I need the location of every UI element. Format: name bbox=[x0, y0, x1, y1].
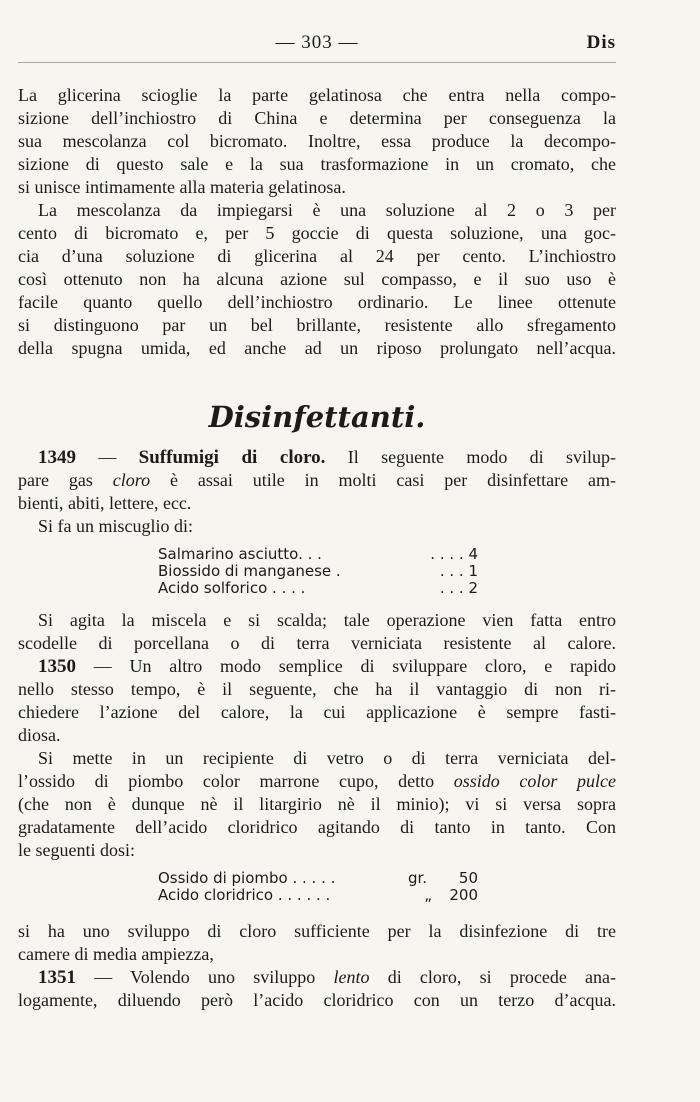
recipe-dots: . . . . bbox=[430, 545, 464, 563]
text-line: Si mette in un recipiente di vetro o di terra verniciata del- bbox=[38, 748, 616, 768]
text-line: logamente, diluendo però l’acido cloridrico con un terzo d’acqua. bbox=[18, 990, 616, 1010]
paragraph-agita bbox=[18, 609, 616, 655]
recipe-unit: „ bbox=[424, 886, 432, 904]
recipe-row bbox=[158, 870, 478, 887]
running-head: Dis bbox=[586, 32, 616, 53]
recipe-row bbox=[158, 887, 478, 904]
section-title: Disinfettanti. bbox=[208, 400, 426, 434]
entry-1349 bbox=[18, 446, 616, 538]
text-line bbox=[18, 446, 616, 469]
text-line bbox=[18, 966, 616, 989]
italic-term: cloro bbox=[112, 470, 151, 490]
text-line: La glicerina scioglie la parte gelatinosa che entra nella compo- bbox=[18, 85, 616, 105]
entry-dash: — bbox=[98, 447, 117, 467]
recipe-quantity: 1 bbox=[468, 562, 478, 580]
page bbox=[18, 0, 616, 1012]
text-line: sizione dell’inchiostro di China e determina per conseguenza la bbox=[18, 108, 616, 128]
text-line: le seguenti dosi: bbox=[18, 840, 135, 860]
recipe-quantity: 50 bbox=[458, 869, 478, 887]
entry-number: 1350 bbox=[38, 656, 76, 677]
text-line: Si fa un miscuglio di: bbox=[38, 516, 193, 536]
entry-text: Il seguente modo di svilup- bbox=[325, 447, 617, 467]
text-line bbox=[18, 770, 616, 793]
text-line: cento di bicromato e, per 5 goccie di questa soluzione, una goc- bbox=[18, 223, 616, 243]
entry-1350 bbox=[18, 655, 616, 862]
text-line bbox=[18, 655, 616, 678]
paragraph-glicerina bbox=[18, 84, 616, 199]
entry-heading: Suffumigi di cloro. bbox=[138, 447, 326, 468]
recipe-row bbox=[158, 563, 478, 580]
recipe-quantity: 4 bbox=[468, 545, 478, 563]
recipe-dots: . . . bbox=[439, 579, 464, 597]
text-line: nello stesso tempo, è il seguente, che ha il vantaggio di non ri- bbox=[18, 679, 616, 699]
recipe-ingredient: Salmarino asciutto. . . bbox=[158, 545, 322, 563]
text-span: è assai utile in molti casi per disinfettare am- bbox=[150, 470, 616, 490]
text-span: Volendo uno sviluppo bbox=[112, 967, 334, 987]
text-line: chiedere l’azione del calore, la cui applicazione è sempre fasti- bbox=[18, 702, 616, 722]
text-line: sizione di questo sale e la sua trasformazione in un cromato, che bbox=[18, 154, 616, 174]
page-header bbox=[18, 0, 616, 62]
text-line: Si agita la miscela e si scalda; tale operazione vien fatta entro bbox=[38, 610, 616, 630]
recipe-ingredient: Biossido di manganese . bbox=[158, 562, 341, 580]
entry-number: 1349 bbox=[38, 447, 76, 468]
text-line: gradatamente dell’acido cloridrico agitando di tanto in tanto. Con bbox=[18, 817, 616, 837]
text-line: cia d’una soluzione di glicerina al 24 per cento. L’inchiostro bbox=[18, 246, 616, 266]
text-span: l’ossido di piombo color marrone cupo, detto bbox=[18, 771, 454, 791]
text-line: si ha uno sviluppo di cloro sufficiente per la disinfezione di tre bbox=[18, 921, 616, 941]
text-line: della spugna umida, ed anche ad un riposo prolungato nell’acqua. bbox=[18, 338, 616, 358]
recipe-ingredient: Acido cloridrico . . . . . . bbox=[158, 886, 331, 904]
text-line: La mescolanza da impiegarsi è una soluzione al 2 o 3 per bbox=[38, 200, 616, 220]
text-span: di cloro, si procede ana- bbox=[369, 967, 616, 987]
recipe-ingredient: Acido solforico . . . . bbox=[158, 579, 306, 597]
recipe-dots-qty bbox=[440, 580, 478, 597]
text-line: scodelle di porcellana o di terra verniciata resistente al calore. bbox=[18, 633, 616, 653]
text-line: sua mescolanza col bicromato. Inoltre, essa produce la decompo- bbox=[18, 131, 616, 151]
recipe-ingredient: Ossido di piombo . . . . . bbox=[158, 869, 336, 887]
recipe-dots-qty bbox=[430, 546, 478, 563]
text-line: si distinguono par un bel brillante, resistente allo sfregamento bbox=[18, 315, 616, 335]
text-line: bienti, abiti, lettere, ecc. bbox=[18, 493, 192, 513]
text-line: si unisce intimamente alla materia gelatinosa. bbox=[18, 177, 346, 197]
recipe-quantity: 200 bbox=[449, 886, 478, 904]
recipe-list-2 bbox=[158, 870, 478, 904]
italic-term: lento bbox=[333, 967, 370, 987]
entry-dash: — bbox=[94, 967, 113, 987]
recipe-quantity: 2 bbox=[468, 579, 478, 597]
page-number: — 303 — bbox=[275, 32, 359, 53]
recipe-dots-qty bbox=[440, 563, 478, 580]
recipe-list-1 bbox=[158, 546, 478, 597]
paragraph-mescolanza bbox=[18, 199, 616, 360]
recipe-dots: . . . bbox=[439, 562, 464, 580]
text-line: così ottenuto non ha alcuna azione sul compasso, e il suo uso è bbox=[18, 269, 616, 289]
text-line: camere di media ampiezza, bbox=[18, 944, 214, 964]
entry-1351 bbox=[18, 966, 616, 1012]
recipe-row bbox=[158, 546, 478, 563]
text-line bbox=[18, 469, 616, 492]
entry-text: Un altro modo semplice di sviluppare cloro, e rapido bbox=[111, 656, 616, 676]
header-rule bbox=[18, 62, 616, 63]
text-line: facile quanto quello dell’inchiostro ordinario. Le linee ottenute bbox=[18, 292, 616, 312]
text-line: (che non è dunque nè il litargirio nè il minio); vi si versa sopra bbox=[18, 794, 616, 814]
entry-dash: — bbox=[93, 656, 112, 676]
recipe-row bbox=[158, 580, 478, 597]
italic-term: ossido color pulce bbox=[453, 771, 616, 791]
entry-number: 1351 bbox=[38, 967, 76, 988]
paragraph-sviluppo bbox=[18, 920, 616, 966]
text-span: pare gas bbox=[18, 470, 113, 490]
text-line: diosa. bbox=[18, 725, 61, 745]
recipe-unit: gr. bbox=[408, 869, 428, 887]
